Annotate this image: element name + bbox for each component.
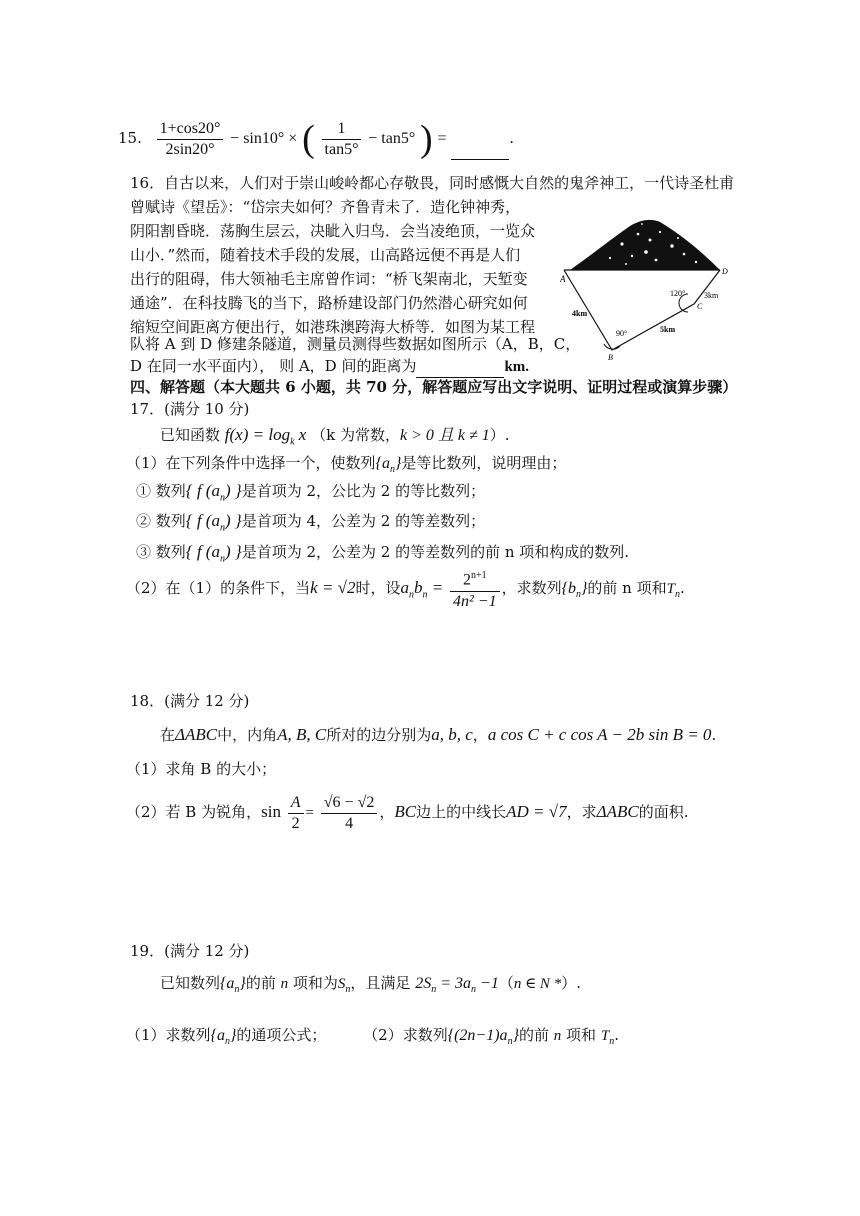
q17-intro: 已知函数 $f(x) = \log_k x$ （k 为常数，k > 0 且 k ≠ 1）. bbox=[160, 425, 510, 448]
q16-line-7: 缩短空间距离方便出行，如港珠澳跨海大桥等．如图为某工程 bbox=[130, 318, 536, 336]
section-heading: 四、解答题（本大题共 6 小题，共 70 分，解答题应写出文字说明、证明过程或演算步骤） bbox=[130, 378, 738, 396]
q19-part-1: （1）求数列$\{a_n\}$的通项公式； bbox=[126, 1026, 327, 1048]
q15-fraction-1: $\frac{1+\cos 20^\circ}{2\sin 20^\circ}$ bbox=[157, 119, 224, 160]
q16-line-6: 通途”．在科技腾飞的当下，路桥建设部门仍然潜心研究如何 bbox=[130, 294, 528, 312]
q18-part-2: （2）若 B 为锐角，sin $\frac{A}{2}$ = $\frac{√6 - √2}{4}$ ，BC边上的中线长AD = √7，求ΔABC的面积. bbox=[126, 793, 689, 832]
q16-line-2: 曾赋诗《望岳》：“岱宗夫如何？齐鲁青未了．造化钟神秀， bbox=[130, 198, 521, 216]
q15-left-paren: ( bbox=[302, 118, 315, 160]
q16-unit: km. bbox=[504, 359, 530, 375]
q16-line-1: 16．自古以来，人们对于崇山峻岭都心存敬畏，同时感慨大自然的鬼斧神工，一代诗圣杜甫 bbox=[130, 174, 735, 192]
q15-answer-blank[interactable] bbox=[451, 139, 509, 160]
q15-minus-sin: − sin10° × bbox=[230, 130, 298, 147]
q16-line-8: 队将 A 到 D 修建条隧道，测量员测得些数据如图所示（A，B，C， bbox=[130, 335, 581, 353]
q17-part-1: （1）在下列条件中选择一个，使数列$\{a_n\}$是等比数列，说明理由； bbox=[126, 454, 567, 476]
q19-header: 19．(满分 12 分) bbox=[130, 942, 250, 960]
length-CD: 3km bbox=[704, 291, 719, 300]
q15 bbox=[118, 118, 514, 160]
q16-line-9 bbox=[130, 355, 529, 378]
q17-choice-2[interactable]: ② 数列{ f $(a_n)$ }是首项为 4，公差为 2 的等差数列； bbox=[136, 511, 486, 534]
length-AB: 4km bbox=[572, 309, 588, 318]
angle-C-label: 120° bbox=[670, 289, 686, 298]
q15-number: 15. bbox=[118, 129, 142, 147]
label-B: B bbox=[608, 353, 613, 362]
q18-header: 18．(满分 12 分) bbox=[130, 692, 250, 710]
q17-function: $f(x) = \log_k x$ bbox=[224, 425, 307, 448]
label-D: D bbox=[722, 267, 728, 276]
mountain-shape bbox=[570, 220, 720, 270]
q15-right-paren: ) bbox=[420, 118, 433, 160]
q19-part-2: （2）求数列$\{(2n-1)a_n\}$的前 n 项和 $T_n$. bbox=[363, 1026, 619, 1048]
q18-fraction-value: $\frac{√6 - √2}{4}$ bbox=[321, 793, 378, 834]
q18-fraction-A2: $\frac{A}{2}$ bbox=[288, 793, 304, 834]
q15-equals: = bbox=[437, 130, 447, 147]
tunnel-figure bbox=[560, 212, 730, 372]
q16-line-5: 出行的阻碍，伟大领袖毛主席曾作词：“桥飞架南北，天堑变 bbox=[130, 270, 528, 288]
q18-part-1: （1）求角 B 的大小； bbox=[126, 760, 277, 778]
q17-fraction: $\frac{2^{n+1}}{\text{4n² −1}}$ bbox=[450, 566, 500, 611]
q15-fraction-2: $\frac{1}{\tan 5^\circ}$ bbox=[322, 119, 362, 160]
q16-line-3: 阴阳割昏晓．荡胸生层云，决眦入归鸟．会当凌绝顶，一览众 bbox=[130, 222, 536, 240]
q17-header: 17．(满分 10 分) bbox=[130, 400, 250, 418]
angle-B-label: 90° bbox=[616, 329, 628, 338]
q19-intro: 已知数列$\{a_n\}$的前 n 项和为$S_n$，且满足 $2S_n = 3a_n -1(n$ ∈ N *）. bbox=[160, 974, 581, 996]
q16-line-4: 山小．”然而，随着技术手段的发展，山高路远便不再是人们 bbox=[130, 246, 521, 264]
length-BC: 5km bbox=[660, 325, 676, 334]
q16-line-9-text: D 在同一水平面内）， 则 A，D 间的距离为 bbox=[130, 357, 417, 375]
label-C: C bbox=[697, 302, 703, 311]
q18-intro: 在ΔABC中，内角A, B, C所对的边分别为a, b, c，a cos C + c cos A − 2b sin B = 0. bbox=[160, 725, 717, 744]
q19-parts bbox=[126, 1022, 619, 1055]
q15-minus-tan: − tan5° bbox=[368, 130, 416, 147]
q17-choice-1[interactable]: ① 数列{ f $(a_n)$ }是首项为 2，公比为 2 的等比数列； bbox=[136, 481, 486, 504]
label-A: A bbox=[560, 274, 566, 284]
q17-choice-3[interactable]: ③ 数列{ f $(a_n)$ }是首项为 2，公差为 2 的等差数列的前 n 项和构成的数列. bbox=[136, 542, 630, 565]
q17-part-2: （2）在（1）的条件下，当k = √2时，设$a_nb_n$ = $\frac{2^{n+1}}{\text{4n² −1}}$ ，求数列$\{b_n\}$的前 n 项和$T_n$. bbox=[126, 566, 685, 617]
q15-period: . bbox=[509, 129, 515, 147]
